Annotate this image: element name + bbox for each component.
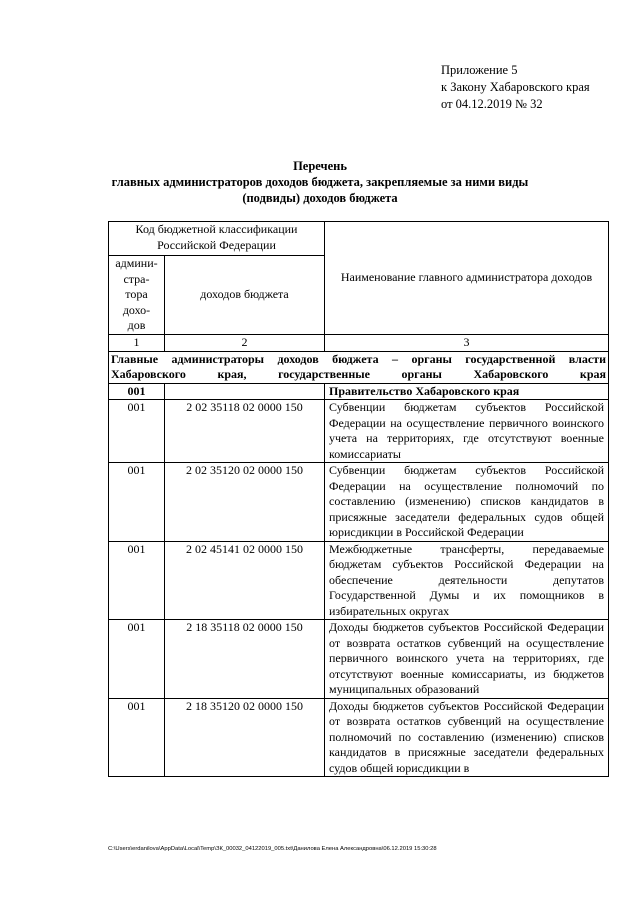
table-row bbox=[109, 620, 609, 699]
row-income-code: 2 18 35120 02 0000 150 bbox=[165, 698, 325, 777]
appendix-date: от 04.12.2019 № 32 bbox=[441, 97, 543, 111]
appendix-number: Приложение 5 bbox=[441, 63, 518, 77]
column-number: 1 bbox=[109, 335, 165, 352]
title-line-1: Перечень bbox=[293, 159, 347, 173]
row-income-name: Межбюджетные трансферты, передаваемые бюджетам субъектов Российской Федерации на обеспечение деятельности депутатов Государственной Думы и их помощников в избирательных округах bbox=[325, 541, 609, 620]
column-number: 3 bbox=[325, 335, 609, 352]
section-row bbox=[109, 351, 609, 383]
table-row bbox=[109, 541, 609, 620]
row-income-code: 2 18 35118 02 0000 150 bbox=[165, 620, 325, 699]
row-admin-code: 001 bbox=[109, 698, 165, 777]
row-income-name: Субвенции бюджетам субъектов Российской Федерации на осуществление полномочий по составлению (изменению) списков кандидатов в присяжные заседатели федеральных судов общей юрисдикции в Российской Федерации bbox=[325, 463, 609, 542]
table-row bbox=[109, 400, 609, 463]
title-line-2: главных администраторов доходов бюджета, закрепляемые за ними виды bbox=[111, 175, 529, 189]
row-admin-code: 001 bbox=[109, 541, 165, 620]
row-income-code: 2 02 35120 02 0000 150 bbox=[165, 463, 325, 542]
document-title bbox=[90, 158, 550, 206]
column-number: 2 bbox=[165, 335, 325, 352]
header-administrator: админи- стра- тора дохо- дов bbox=[109, 256, 165, 335]
group-admin-name: Правительство Хабаровского края bbox=[325, 383, 609, 400]
title-line-3: (подвиды) доходов бюджета bbox=[242, 191, 398, 205]
row-income-name: Доходы бюджетов субъектов Российской Федерации от возврата остатков субвенций на осуществление полномочий по составлению (изменению) списков кандидатов в присяжные заседатели федеральных судов общей юрисдикции в bbox=[325, 698, 609, 777]
column-number-row bbox=[109, 335, 609, 352]
group-empty-cell bbox=[165, 383, 325, 400]
row-admin-code: 001 bbox=[109, 400, 165, 463]
header-budget-income: доходов бюджета bbox=[165, 256, 325, 335]
group-row bbox=[109, 383, 609, 400]
row-admin-code: 001 bbox=[109, 620, 165, 699]
income-administrators-table bbox=[108, 221, 609, 777]
appendix-heading bbox=[441, 62, 590, 113]
header-admin-name: Наименование главного администратора доходов bbox=[325, 222, 609, 335]
section-heading: Главные администраторы доходов бюджета – органы государственной власти Хабаровского края, государственные органы Хабаровского края bbox=[109, 351, 609, 383]
appendix-law: к Закону Хабаровского края bbox=[441, 80, 590, 94]
row-admin-code: 001 bbox=[109, 463, 165, 542]
row-income-name: Доходы бюджетов субъектов Российской Федерации от возврата остатков субвенций на осуществление первичного воинского учета на территориях, где отсутствуют военные комиссариаты, из бюджетов муниципальных образований bbox=[325, 620, 609, 699]
table-row bbox=[109, 463, 609, 542]
row-income-code: 2 02 45141 02 0000 150 bbox=[165, 541, 325, 620]
header-budget-code: Код бюджетной классификации Российской Федерации bbox=[109, 222, 325, 256]
group-admin-code: 001 bbox=[109, 383, 165, 400]
header-row-1 bbox=[109, 222, 609, 256]
file-path-footer: C:\Users\erdanilova\AppData\Local\Temp\ЗК_00032_04122019_005.txt\Данилова Елена Александровна\06.12.2019 15:30:28 bbox=[108, 846, 437, 852]
row-income-code: 2 02 35118 02 0000 150 bbox=[165, 400, 325, 463]
table-row bbox=[109, 698, 609, 777]
row-income-name: Субвенции бюджетам субъектов Российской Федерации на осуществление первичного воинского учета на территориях, где отсутствуют военные комиссариаты bbox=[325, 400, 609, 463]
